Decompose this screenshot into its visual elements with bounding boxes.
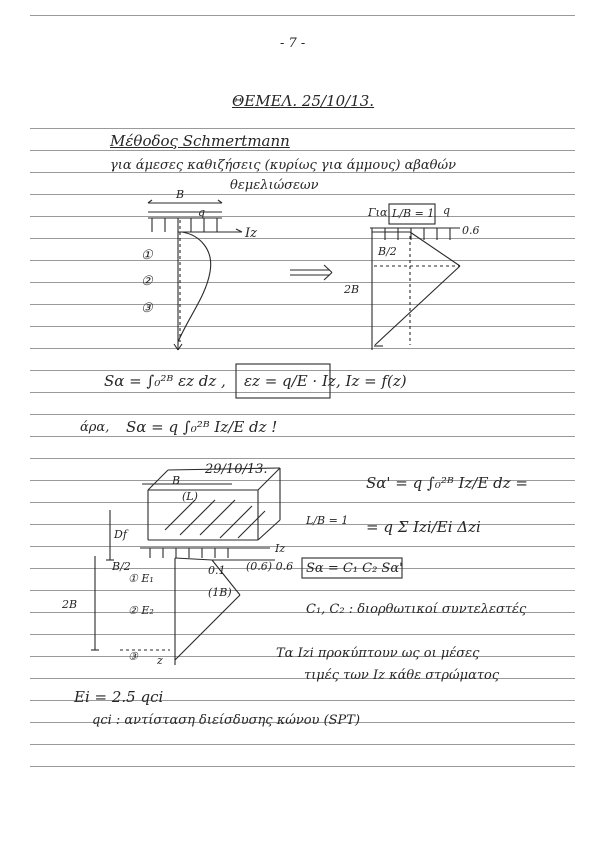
fig3-label-Df: Df: [114, 528, 127, 541]
fig3-label-2B: 2B: [62, 598, 78, 611]
fig3-label-B2: B/2: [112, 560, 131, 573]
page-number: - 7 -: [280, 36, 306, 51]
fig2-label-q: q: [443, 204, 451, 217]
date-2: 29/10/13.: [205, 462, 268, 477]
figure-2-sketch: [370, 204, 460, 350]
fig2-label-for: Για: [368, 206, 388, 219]
cone-resistance-definition: qci : αντίσταση διείσδυσης κώνου (SPT): [92, 713, 361, 728]
fig3-layer-3: ③: [128, 650, 138, 663]
fig3-label-L: (L): [182, 490, 198, 503]
fig1-label-B: B: [176, 188, 185, 201]
correction-factors: C₁, C₂ : διορθωτικοί συντελεστές: [306, 602, 527, 617]
fig3-label-Iz: Iz: [275, 542, 286, 555]
note-line-1: Τα Izi προκύπτουν ως οι μέσες: [276, 646, 480, 661]
modulus-equation: Ei = 2.5 qci: [74, 688, 164, 706]
fig1-label-Iz: Iz: [245, 226, 257, 241]
fig3-layer-E1: ① E₁: [128, 572, 154, 585]
fig3-label-06: (0.6) 0.6: [246, 560, 294, 573]
fig1-layer-1: ①: [141, 248, 153, 263]
fig3-label-01: 0.1: [208, 564, 226, 577]
fig1-layer-2: ②: [141, 274, 153, 289]
fig2-label-06: 0.6: [462, 224, 480, 237]
influence-function: , Iz = f(z): [336, 372, 407, 390]
fig2-label-B2: B/2: [378, 245, 397, 258]
corrected-settlement: Sα = C₁ C₂ Sα': [306, 561, 403, 576]
note-line-2: τιμές των Iz κάθε στρώματος: [304, 668, 500, 683]
fig2-label-2B: 2B: [344, 283, 360, 296]
settlement-prime-sum: = q Σ Izi/Ei Δzi: [366, 518, 481, 536]
fig2-ratio: L/B = 1: [392, 207, 435, 220]
settlement-prime-integral: Sα' = q ∫₀²ᴮ Iz/E dz =: [366, 474, 528, 492]
subtitle-line-1: για άμεσες καθιζήσεις (κυρίως για άμμους) αβαθών: [110, 158, 456, 173]
fig3-layer-E2: ② E₂: [128, 604, 154, 617]
subtitle-line-2: θεμελιώσεων: [230, 178, 319, 193]
settlement-integral: Sα = ∫₀²ᴮ εz dz ,: [104, 372, 226, 390]
fig1-layer-3: ③: [141, 301, 153, 316]
figure-1-sketch: [148, 200, 332, 350]
therefore-label: άρα,: [80, 420, 110, 435]
fig3-label-z: z: [157, 654, 163, 667]
fig3-label-B: B: [172, 474, 181, 487]
ratio-L-over-B: L/B = 1: [306, 514, 349, 527]
strain-equation: εz = q/E · Iz: [244, 372, 336, 390]
header-title: ΘΕΜΕΛ. 25/10/13.: [232, 92, 375, 110]
fig1-label-q: q: [198, 206, 206, 219]
settlement-result: Sα = q ∫₀²ᴮ Iz/E dz !: [126, 418, 278, 436]
fig3-label-1B: (1B): [208, 586, 232, 599]
section-title: Μέθοδος Schmertmann: [110, 132, 290, 150]
